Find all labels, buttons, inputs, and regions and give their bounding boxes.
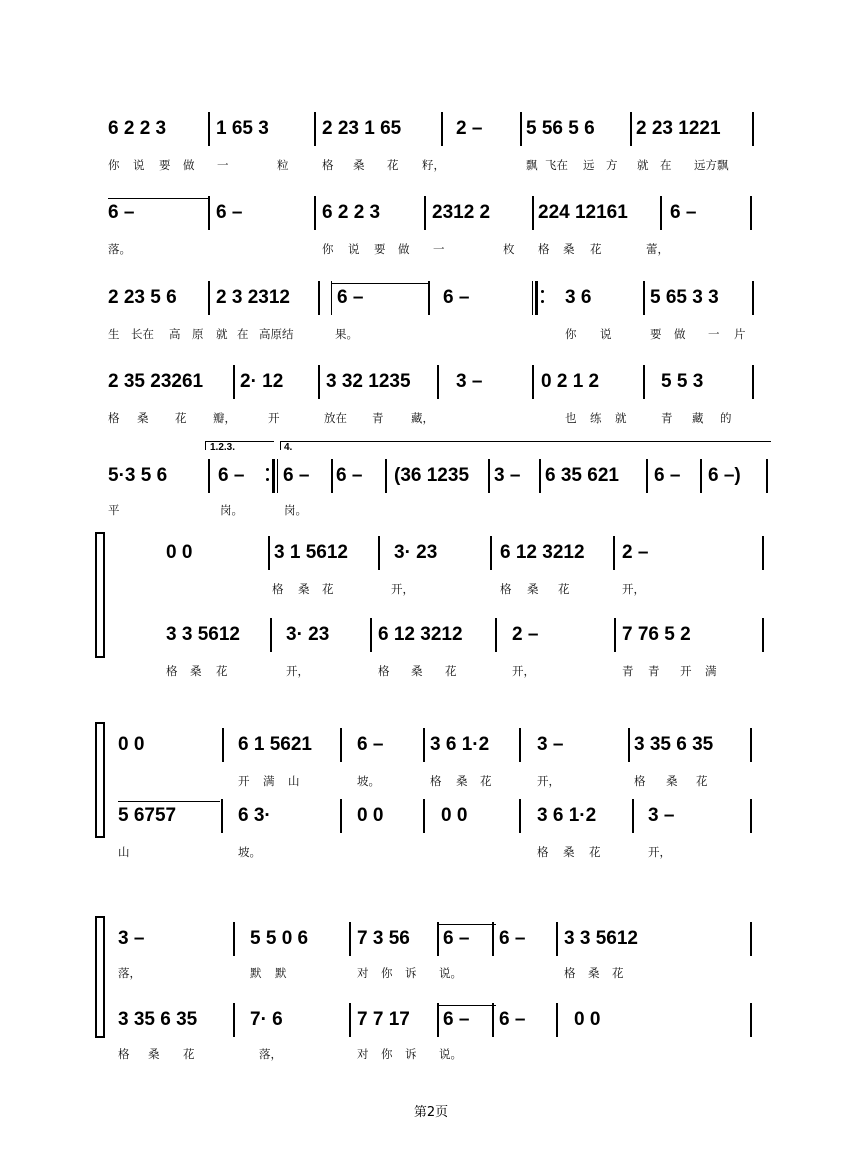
measure: 2 – bbox=[456, 118, 483, 139]
lyric: 一 bbox=[217, 158, 229, 172]
measure: 5·3 5 6 bbox=[108, 465, 168, 486]
barline bbox=[437, 1003, 439, 1037]
lyric: 要 bbox=[374, 242, 386, 256]
system-3-lower bbox=[0, 1009, 862, 1069]
measure: 3· 23 bbox=[286, 624, 330, 645]
lyric: 飞在 bbox=[545, 158, 568, 172]
lyric: 你 bbox=[381, 966, 393, 980]
measure: 6 – bbox=[337, 287, 364, 308]
measure: 7 76 5 2 bbox=[622, 624, 691, 645]
lyric: 高 bbox=[169, 327, 181, 341]
barline bbox=[762, 536, 764, 570]
lyric: 坡。 bbox=[357, 774, 380, 788]
measure: 6 3· bbox=[238, 805, 271, 826]
lyric: 高原结 bbox=[259, 327, 294, 341]
barline bbox=[750, 799, 752, 833]
barline bbox=[488, 459, 490, 493]
system-3-upper bbox=[0, 928, 862, 988]
repeat-end-thin bbox=[277, 459, 278, 493]
measure: 3 – bbox=[456, 371, 483, 392]
barline bbox=[613, 536, 615, 570]
measure: 7 7 17 bbox=[357, 1009, 410, 1030]
measure: 0 0 bbox=[441, 805, 468, 826]
lyric: 开， bbox=[512, 664, 535, 678]
barline bbox=[766, 459, 768, 493]
lyric: 花 bbox=[558, 582, 570, 596]
lyric: 生 bbox=[108, 327, 120, 341]
lyric: 开 bbox=[268, 411, 280, 425]
score-row-4 bbox=[0, 371, 862, 431]
barline bbox=[492, 922, 494, 956]
measure: 6 – bbox=[357, 734, 384, 755]
barline bbox=[233, 922, 235, 956]
lyric: 满 bbox=[705, 664, 717, 678]
measure: 0 0 bbox=[166, 542, 193, 563]
lyric: 格 bbox=[378, 664, 390, 678]
lyric: 原 bbox=[192, 327, 204, 341]
lyric: 粒 bbox=[277, 158, 289, 172]
tie-line bbox=[332, 283, 428, 284]
measure: 6 – bbox=[499, 928, 526, 949]
measure: 2 23 1 65 bbox=[322, 118, 402, 139]
lyric: 桑 bbox=[148, 1047, 160, 1061]
segno-barline bbox=[331, 281, 332, 315]
lyric: 花 bbox=[445, 664, 457, 678]
lyric: 说 bbox=[600, 327, 612, 341]
barline bbox=[221, 799, 223, 833]
measure: 3 – bbox=[537, 734, 564, 755]
barline bbox=[614, 618, 616, 652]
lyric: 长在 bbox=[131, 327, 154, 341]
repeat-dot bbox=[266, 478, 269, 481]
barline bbox=[270, 618, 272, 652]
lyric: 做 bbox=[674, 327, 686, 341]
measure: 6 – bbox=[443, 1009, 470, 1030]
barline bbox=[750, 728, 752, 762]
lyric: 一 bbox=[708, 327, 720, 341]
measure: 6 – bbox=[283, 465, 310, 486]
barline bbox=[532, 365, 534, 399]
measure: 3 1 5612 bbox=[274, 542, 348, 563]
barline bbox=[520, 112, 522, 146]
lyric: 桑 bbox=[666, 774, 678, 788]
lyric: 岗。 bbox=[220, 503, 243, 517]
lyric: 在 bbox=[660, 158, 672, 172]
repeat-start-thick bbox=[535, 281, 538, 315]
barline bbox=[222, 728, 224, 762]
measure: 2312 2 bbox=[432, 202, 491, 223]
barline bbox=[519, 799, 521, 833]
lyric: 一 bbox=[433, 242, 445, 256]
lyric: 格 bbox=[564, 966, 576, 980]
barline bbox=[643, 365, 645, 399]
score-row-2 bbox=[0, 202, 862, 262]
score-row-1 bbox=[0, 118, 862, 178]
volta-label-2: 4. bbox=[284, 442, 293, 453]
lyric: 你 bbox=[108, 158, 120, 172]
measure: 2 – bbox=[512, 624, 539, 645]
lyric: 格 bbox=[500, 582, 512, 596]
measure: 6 – bbox=[670, 202, 697, 223]
measure: 3 – bbox=[648, 805, 675, 826]
lyric: 格 bbox=[634, 774, 646, 788]
measure: 3 32 1235 bbox=[326, 371, 411, 392]
measure: 3 35 6 35 bbox=[118, 1009, 198, 1030]
barline bbox=[385, 459, 387, 493]
measure: 3 3 5612 bbox=[166, 624, 240, 645]
repeat-start-thin bbox=[532, 281, 533, 315]
measure: 1 65 3 bbox=[216, 118, 269, 139]
measure: 2 3 2312 bbox=[216, 287, 290, 308]
lyric: 开， bbox=[622, 582, 645, 596]
measure: 5 65 3 3 bbox=[650, 287, 719, 308]
measure: 2 35 23261 bbox=[108, 371, 204, 392]
lyric: 青 bbox=[648, 664, 660, 678]
lyric: 对 bbox=[357, 966, 369, 980]
lyric: 开， bbox=[648, 845, 671, 859]
lyric: 桑 bbox=[190, 664, 202, 678]
lyric: 默 bbox=[275, 966, 287, 980]
measure: 3 35 6 35 bbox=[634, 734, 714, 755]
barline bbox=[314, 196, 316, 230]
lyric: 你 bbox=[565, 327, 577, 341]
measure: 5 5 0 6 bbox=[250, 928, 309, 949]
barline bbox=[750, 922, 752, 956]
barline bbox=[378, 536, 380, 570]
measure: (36 1235 bbox=[394, 465, 470, 486]
lyric: 飘 bbox=[526, 158, 538, 172]
measure: 5 6757 bbox=[118, 805, 177, 826]
barline bbox=[331, 459, 333, 493]
lyric: 也 bbox=[565, 411, 577, 425]
lyric: 花 bbox=[175, 411, 187, 425]
lyric: 的 bbox=[720, 411, 732, 425]
barline bbox=[752, 365, 754, 399]
lyric: 花 bbox=[322, 582, 334, 596]
lyric: 远方飘 bbox=[694, 158, 729, 172]
tie-line bbox=[438, 924, 496, 925]
measure: 5 5 3 bbox=[661, 371, 704, 392]
measure: 3 – bbox=[494, 465, 521, 486]
barline bbox=[752, 281, 754, 315]
lyric: 花 bbox=[612, 966, 624, 980]
lyric: 藏， bbox=[411, 411, 434, 425]
lyric: 开， bbox=[286, 664, 309, 678]
lyric: 落， bbox=[259, 1047, 282, 1061]
barline bbox=[423, 799, 425, 833]
score-row-3 bbox=[0, 287, 862, 347]
lyric: 桑 bbox=[411, 664, 423, 678]
barline bbox=[519, 728, 521, 762]
measure: 3 6 1·2 bbox=[430, 734, 490, 755]
barline bbox=[370, 618, 372, 652]
lyric: 山 bbox=[288, 774, 300, 788]
repeat-end-thick bbox=[272, 459, 275, 493]
lyric: 在 bbox=[237, 327, 249, 341]
barline bbox=[556, 1003, 558, 1037]
system-1-upper bbox=[0, 542, 862, 602]
lyric: 坡。 bbox=[238, 845, 261, 859]
lyric: 要 bbox=[650, 327, 662, 341]
system-2-lower bbox=[0, 805, 862, 865]
barline bbox=[628, 728, 630, 762]
lyric: 青 bbox=[661, 411, 673, 425]
measure: 6 – bbox=[218, 465, 245, 486]
system-2-upper bbox=[0, 734, 862, 794]
lyric: 就 bbox=[615, 411, 627, 425]
lyric: 花 bbox=[216, 664, 228, 678]
lyric: 青 bbox=[622, 664, 634, 678]
barline bbox=[428, 281, 430, 315]
lyric: 蕾， bbox=[646, 242, 669, 256]
barline bbox=[233, 1003, 235, 1037]
lyric: 桑 bbox=[563, 242, 575, 256]
measure: 5 56 5 6 bbox=[526, 118, 595, 139]
barline bbox=[208, 196, 210, 230]
lyric: 就 bbox=[637, 158, 649, 172]
measure: 6 12 3212 bbox=[378, 624, 463, 645]
measure: 3· 23 bbox=[394, 542, 438, 563]
tie-line bbox=[108, 198, 208, 199]
barline bbox=[233, 365, 235, 399]
lyric: 对 bbox=[357, 1047, 369, 1061]
lyric: 练 bbox=[590, 411, 602, 425]
barline bbox=[752, 112, 754, 146]
measure: 2 – bbox=[622, 542, 649, 563]
measure: 3 – bbox=[118, 928, 145, 949]
lyric: 说 bbox=[348, 242, 360, 256]
barline bbox=[660, 196, 662, 230]
barline bbox=[490, 536, 492, 570]
lyric: 岗。 bbox=[284, 503, 307, 517]
barline bbox=[314, 112, 316, 146]
measure: 6 –) bbox=[708, 465, 741, 486]
measure: 0 0 bbox=[574, 1009, 601, 1030]
lyric: 默 bbox=[250, 966, 262, 980]
lyric: 做 bbox=[398, 242, 410, 256]
barline bbox=[532, 196, 534, 230]
measure: 224 12161 bbox=[538, 202, 628, 223]
lyric: 桑 bbox=[137, 411, 149, 425]
measure: 6 – bbox=[336, 465, 363, 486]
lyric: 要 bbox=[159, 158, 171, 172]
lyric: 桑 bbox=[353, 158, 365, 172]
lyric: 瓣， bbox=[213, 411, 236, 425]
lyric: 花 bbox=[589, 845, 601, 859]
lyric: 花 bbox=[696, 774, 708, 788]
tie-line bbox=[438, 1005, 496, 1006]
barline bbox=[646, 459, 648, 493]
lyric: 格 bbox=[166, 664, 178, 678]
lyric: 果。 bbox=[335, 327, 358, 341]
tie-line bbox=[118, 801, 220, 802]
barline bbox=[423, 728, 425, 762]
measure: 2 23 5 6 bbox=[108, 287, 177, 308]
lyric: 藏 bbox=[692, 411, 704, 425]
lyric: 平 bbox=[108, 503, 120, 517]
barline bbox=[208, 112, 210, 146]
barline bbox=[441, 112, 443, 146]
lyric: 就 bbox=[216, 327, 228, 341]
lyric: 开 bbox=[238, 774, 250, 788]
lyric: 你 bbox=[322, 242, 334, 256]
lyric: 你 bbox=[381, 1047, 393, 1061]
barline bbox=[208, 281, 210, 315]
measure: 6 2 2 3 bbox=[108, 118, 167, 139]
lyric: 枚 bbox=[503, 242, 515, 256]
measure: 0 0 bbox=[357, 805, 384, 826]
lyric: 格 bbox=[537, 845, 549, 859]
lyric: 花 bbox=[590, 242, 602, 256]
system-1-lower bbox=[0, 624, 862, 684]
repeat-dot bbox=[266, 468, 269, 471]
measure: 0 2 1 2 bbox=[541, 371, 600, 392]
measure: 7 3 56 bbox=[357, 928, 410, 949]
barline bbox=[630, 112, 632, 146]
lyric: 做 bbox=[183, 158, 195, 172]
barline bbox=[750, 196, 752, 230]
lyric: 开， bbox=[537, 774, 560, 788]
barline bbox=[340, 799, 342, 833]
lyric: 桑 bbox=[298, 582, 310, 596]
barline bbox=[492, 1003, 494, 1037]
lyric: 青 bbox=[372, 411, 384, 425]
measure: 6 – bbox=[216, 202, 243, 223]
barline bbox=[643, 281, 645, 315]
volta-label-1: 1.2.3. bbox=[210, 442, 236, 453]
barline bbox=[495, 618, 497, 652]
lyric: 花 bbox=[387, 158, 399, 172]
lyric: 桑 bbox=[563, 845, 575, 859]
barline bbox=[208, 459, 210, 493]
measure: 6 2 2 3 bbox=[322, 202, 381, 223]
lyric: 说。 bbox=[439, 966, 462, 980]
barline bbox=[632, 799, 634, 833]
measure: 2 23 1221 bbox=[636, 118, 721, 139]
barline bbox=[424, 196, 426, 230]
lyric: 格 bbox=[118, 1047, 130, 1061]
lyric: 桑 bbox=[456, 774, 468, 788]
barline bbox=[750, 1003, 752, 1037]
barline bbox=[268, 536, 270, 570]
barline bbox=[349, 922, 351, 956]
barline bbox=[340, 728, 342, 762]
lyric: 满 bbox=[263, 774, 275, 788]
measure: 0 0 bbox=[118, 734, 145, 755]
lyric: 开 bbox=[680, 664, 692, 678]
lyric: 格 bbox=[272, 582, 284, 596]
lyric: 落， bbox=[118, 966, 141, 980]
lyric: 格 bbox=[430, 774, 442, 788]
lyric: 格 bbox=[322, 158, 334, 172]
barline bbox=[437, 365, 439, 399]
measure: 2· 12 bbox=[240, 371, 284, 392]
lyric: 山 bbox=[118, 845, 130, 859]
barline bbox=[556, 922, 558, 956]
barline bbox=[318, 365, 320, 399]
repeat-dot bbox=[541, 300, 544, 303]
lyric: 落。 bbox=[108, 242, 131, 256]
repeat-dot bbox=[541, 290, 544, 293]
lyric: 籽， bbox=[422, 158, 445, 172]
measure: 7· 6 bbox=[250, 1009, 283, 1030]
measure: 6 35 621 bbox=[545, 465, 619, 486]
measure: 6 – bbox=[443, 928, 470, 949]
lyric: 放在 bbox=[324, 411, 347, 425]
barline bbox=[762, 618, 764, 652]
lyric: 说 bbox=[133, 158, 145, 172]
lyric: 方 bbox=[606, 158, 618, 172]
measure: 6 – bbox=[499, 1009, 526, 1030]
score-row-5 bbox=[0, 442, 862, 525]
lyric: 花 bbox=[183, 1047, 195, 1061]
barline bbox=[318, 281, 320, 315]
lyric: 远 bbox=[583, 158, 595, 172]
measure: 6 1 5621 bbox=[238, 734, 312, 755]
lyric: 片 bbox=[734, 327, 746, 341]
lyric: 诉 bbox=[405, 1047, 417, 1061]
lyric: 桑 bbox=[588, 966, 600, 980]
barline bbox=[539, 459, 541, 493]
lyric: 花 bbox=[480, 774, 492, 788]
measure: 3 6 bbox=[565, 287, 592, 308]
measure: 3 3 5612 bbox=[564, 928, 638, 949]
measure: 6 12 3212 bbox=[500, 542, 585, 563]
measure: 3 6 1·2 bbox=[537, 805, 597, 826]
lyric: 格 bbox=[108, 411, 120, 425]
barline bbox=[349, 1003, 351, 1037]
lyric: 桑 bbox=[527, 582, 539, 596]
lyric: 开， bbox=[391, 582, 414, 596]
volta-bracket-2 bbox=[280, 441, 771, 450]
measure: 6 – bbox=[443, 287, 470, 308]
measure: 6 – bbox=[108, 202, 135, 223]
page-number: 第2页 bbox=[413, 1105, 449, 1120]
barline bbox=[437, 922, 439, 956]
barline bbox=[700, 459, 702, 493]
lyric: 说。 bbox=[439, 1047, 462, 1061]
lyric: 格 bbox=[538, 242, 550, 256]
lyric: 诉 bbox=[405, 966, 417, 980]
measure: 6 – bbox=[654, 465, 681, 486]
